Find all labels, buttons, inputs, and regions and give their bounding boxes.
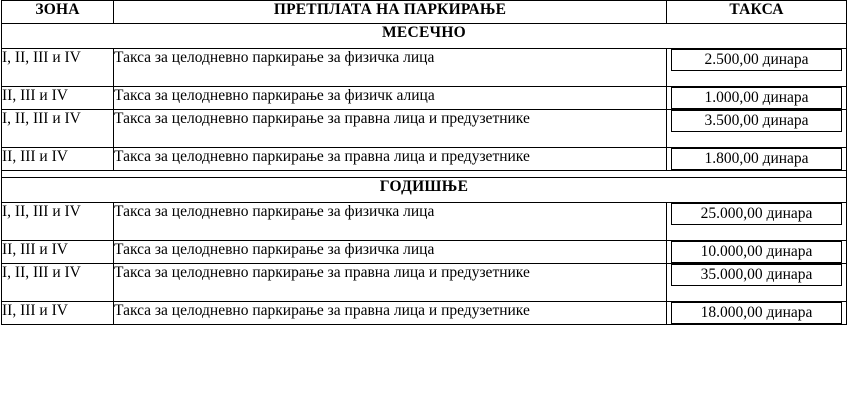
fee-cell: [667, 241, 847, 264]
fee-value: 10.000,00 динара: [671, 241, 842, 263]
description-cell: Такса за целодневно паркирање за физичка лица: [114, 49, 667, 87]
description-cell: Такса за целодневно паркирање за физичка лица: [114, 203, 667, 241]
fee-value: 18.000,00 динара: [671, 302, 842, 324]
zone-cell: I, II, III и IV: [2, 264, 114, 302]
table-row: [2, 264, 847, 302]
table-row: [2, 302, 847, 325]
description-cell: Такса за целодневно паркирање за правна лица и предузетнике: [114, 148, 667, 171]
spacer-cell: [2, 171, 847, 178]
fee-value: 1.800,00 динара: [671, 148, 842, 170]
zone-cell: II, III и IV: [2, 148, 114, 171]
table-row: [2, 110, 847, 148]
description-cell: Такса за целодневно паркирање за физичка лица: [114, 241, 667, 264]
fee-cell: [667, 49, 847, 87]
table-row: [2, 148, 847, 171]
fee-cell: [667, 203, 847, 241]
header-fee: ТАКСА: [667, 1, 847, 24]
fee-value: 3.500,00 динара: [671, 110, 842, 132]
section-row-monthly: [2, 24, 847, 49]
header-zone: ЗОНА: [2, 1, 114, 24]
fee-cell: [667, 302, 847, 325]
fee-value: 25.000,00 динара: [671, 203, 842, 225]
zone-cell: I, II, III и IV: [2, 49, 114, 87]
description-cell: Такса за целодневно паркирање за правна лица и предузетнике: [114, 110, 667, 148]
fee-value: 35.000,00 динара: [671, 264, 842, 286]
section-title-yearly: ГОДИШЊЕ: [2, 178, 847, 203]
fee-value: 1.000,00 динара: [671, 87, 842, 109]
header-subscription: ПРЕТПЛАТА НА ПАРКИРАЊЕ: [114, 1, 667, 24]
table-row: [2, 203, 847, 241]
fee-cell: [667, 148, 847, 171]
table-row: [2, 87, 847, 110]
zone-cell: II, III и IV: [2, 87, 114, 110]
zone-cell: II, III и IV: [2, 241, 114, 264]
description-cell: Такса за целодневно паркирање за правна лица и предузетнике: [114, 264, 667, 302]
section-row-yearly: [2, 178, 847, 203]
table-row: [2, 49, 847, 87]
description-cell: Такса за целодневно паркирање за правна лица и предузетнике: [114, 302, 667, 325]
section-spacer: [2, 171, 847, 178]
zone-cell: II, III и IV: [2, 302, 114, 325]
description-cell: Такса за целодневно паркирање за физичк алица: [114, 87, 667, 110]
fee-cell: [667, 110, 847, 148]
parking-fee-table: [1, 0, 847, 325]
section-title-monthly: МЕСЕЧНО: [2, 24, 847, 49]
fee-cell: [667, 264, 847, 302]
fee-value: 2.500,00 динара: [671, 49, 842, 71]
zone-cell: I, II, III и IV: [2, 203, 114, 241]
header-row: [2, 1, 847, 24]
zone-cell: I, II, III и IV: [2, 110, 114, 148]
fee-cell: [667, 87, 847, 110]
table-row: [2, 241, 847, 264]
